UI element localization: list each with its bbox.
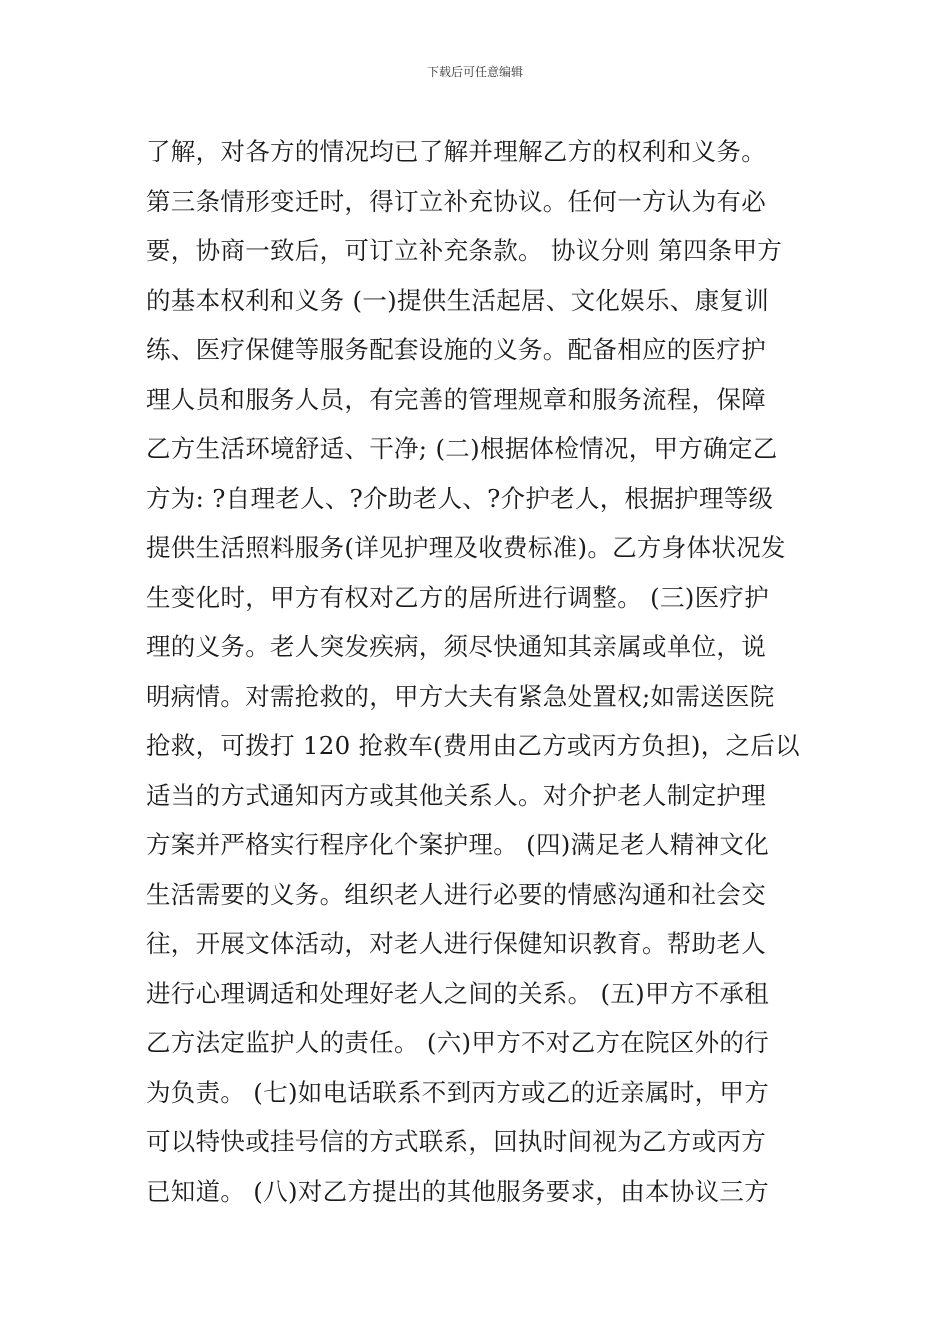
page-header-note: 下载后可任意编辑 — [426, 65, 523, 79]
text-line: 方案并严格实行程序化个案护理。 (四)满足老人精神文化 — [146, 830, 770, 859]
text-line: 生活需要的义务。组织老人进行必要的情感沟通和社会交 — [146, 879, 766, 909]
text-line: 生变化时，甲方有权对乙方的居所进行调整。 (三)医疗护 — [146, 582, 770, 612]
text-line: 已知道。 (八)对乙方提出的其他服务要求，由本协议三方 — [146, 1176, 770, 1206]
text-line: 第三条情形变迁时，得订立补充协议。任何一方认为有必 — [146, 186, 766, 216]
text-line: 的基本权利和义务 (一)提供生活起居、文化娱乐、康复训 — [146, 285, 770, 315]
text-line: 乙方生活环境舒适、干净; (二)根据体检情况，甲方确定乙 — [146, 434, 778, 463]
text-line: 了解，对各方的情况均已了解并理解乙方的权利和义务。 — [146, 137, 766, 166]
text-line: 明病情。对需抢救的，甲方大夫有紧急处置权;如需送医院 — [146, 681, 775, 711]
text-line: 要，协商一致后，可订立补充条款。 协议分则 第四条甲方 — [146, 236, 783, 265]
document-body — [146, 127, 806, 1216]
text-line: 往，开展文体活动，对老人进行保健知识教育。帮助老人 — [146, 929, 766, 958]
text-line: 抢救，可拨打 120 抢救车(费用由乙方或丙方负担)，之后以 — [146, 731, 800, 760]
text-line: 理人员和服务人员，有完善的管理规章和服务流程，保障 — [146, 384, 766, 414]
text-line: 为负责。 (七)如电话联系不到丙方或乙的近亲属时，甲方 — [146, 1077, 770, 1107]
text-line: 练、医疗保健等服务配套设施的义务。配备相应的医疗护 — [146, 335, 766, 364]
text-line: 方为: ?自理老人、?介助老人、?介护老人，根据护理等级 — [146, 483, 774, 513]
text-line: 理的义务。老人突发疾病，须尽快通知其亲属或单位，说 — [146, 632, 766, 661]
text-line: 可以特快或挂号信的方式联系，回执时间视为乙方或丙方 — [146, 1127, 766, 1156]
text-line: 适当的方式通知丙方或其他关系人。对介护老人制定护理 — [146, 780, 766, 810]
text-line: 提供生活照料服务(详见护理及收费标准)。乙方身体状况发 — [146, 533, 786, 562]
text-line: 进行心理调适和处理好老人之间的关系。 (五)甲方不承租 — [146, 978, 770, 1008]
text-line: 乙方法定监护人的责任。 (六)甲方不对乙方在院区外的行 — [146, 1028, 770, 1057]
